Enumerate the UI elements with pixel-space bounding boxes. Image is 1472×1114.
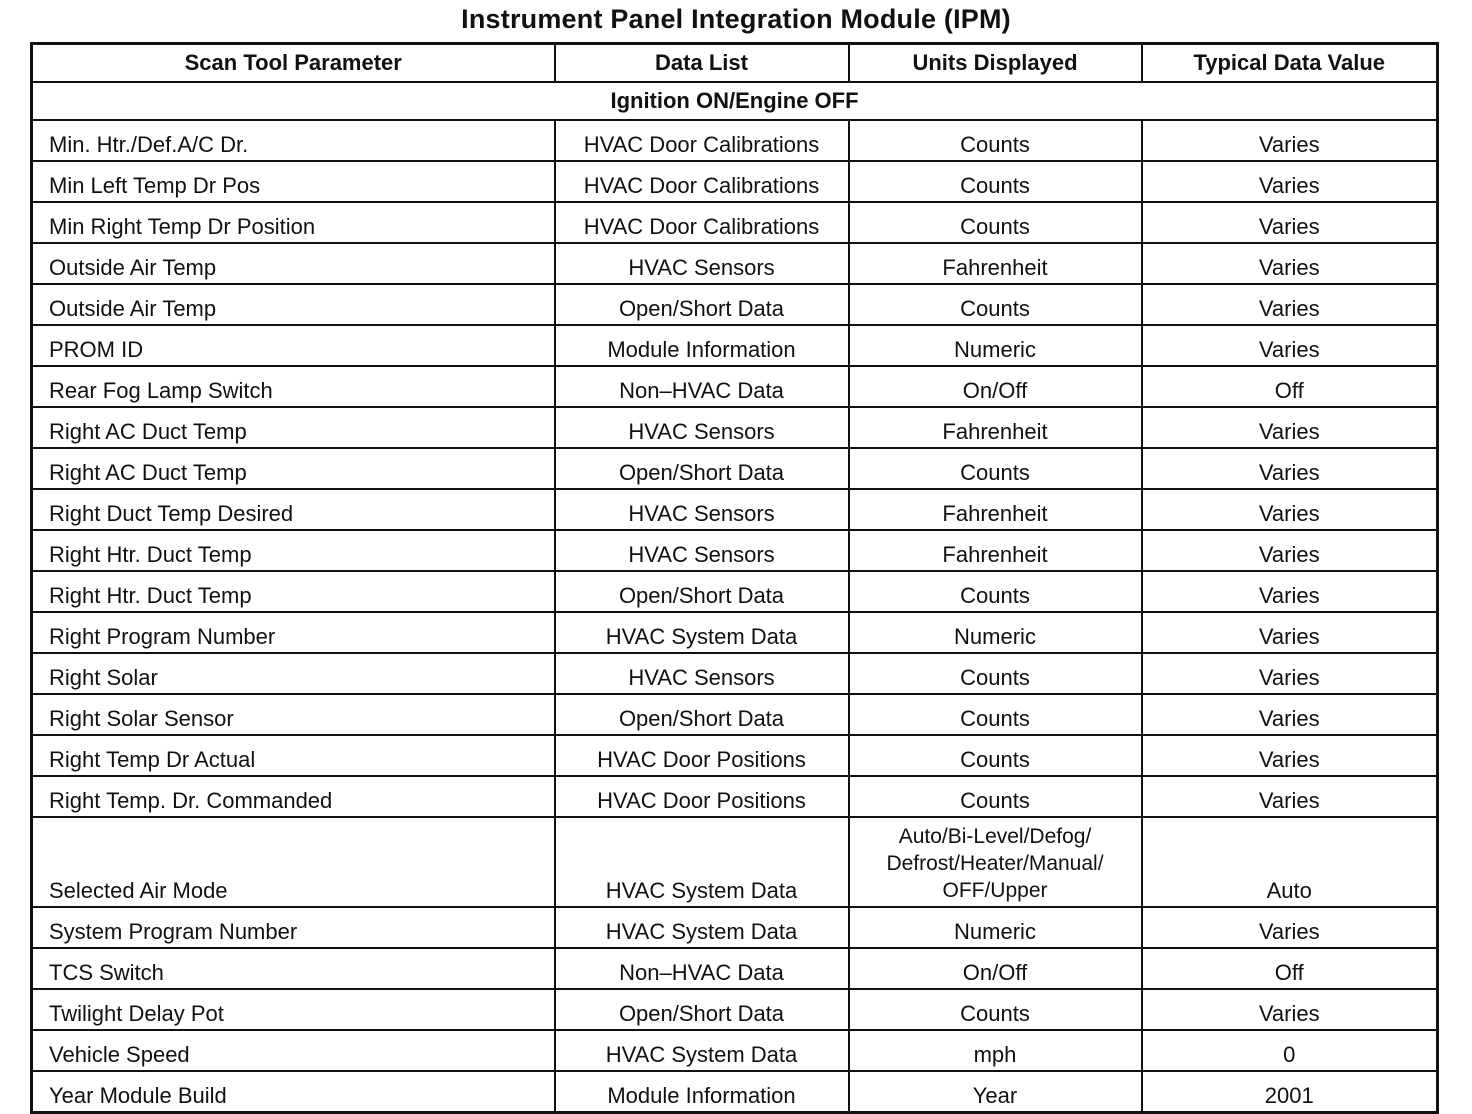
param-cell: Outside Air Temp [32, 243, 555, 284]
data-list-cell: HVAC Door Calibrations [555, 202, 849, 243]
data-list-cell: HVAC Sensors [555, 653, 849, 694]
units-cell: Counts [849, 448, 1142, 489]
units-cell: Counts [849, 120, 1142, 161]
header-units-displayed: Units Displayed [849, 44, 1142, 83]
param-cell: System Program Number [32, 907, 555, 948]
header-row [32, 44, 1438, 83]
typical-value-cell: Varies [1142, 612, 1438, 653]
units-cell: Fahrenheit [849, 243, 1142, 284]
table-row [32, 989, 1438, 1030]
typical-value-cell: Varies [1142, 120, 1438, 161]
data-list-cell: HVAC Door Positions [555, 776, 849, 817]
typical-value-cell: Varies [1142, 448, 1438, 489]
units-cell: Fahrenheit [849, 407, 1142, 448]
header-data-list: Data List [555, 44, 849, 83]
table-row [32, 530, 1438, 571]
units-cell: Counts [849, 284, 1142, 325]
section-row [32, 82, 1438, 120]
typical-value-cell: Off [1142, 366, 1438, 407]
units-cell: Counts [849, 202, 1142, 243]
param-cell: Right Solar [32, 653, 555, 694]
typical-value-cell: Off [1142, 948, 1438, 989]
data-list-cell: HVAC System Data [555, 907, 849, 948]
param-cell: Right Solar Sensor [32, 694, 555, 735]
typical-value-cell: Varies [1142, 694, 1438, 735]
param-cell: Right AC Duct Temp [32, 448, 555, 489]
typical-value-cell: Varies [1142, 489, 1438, 530]
units-cell: Numeric [849, 907, 1142, 948]
table-row [32, 489, 1438, 530]
data-list-cell: HVAC Sensors [555, 407, 849, 448]
table-row [32, 1030, 1438, 1071]
typical-value-cell: 0 [1142, 1030, 1438, 1071]
table-row [32, 817, 1438, 907]
data-list-cell: Open/Short Data [555, 448, 849, 489]
param-cell: Vehicle Speed [32, 1030, 555, 1071]
table-row [32, 694, 1438, 735]
units-cell: Counts [849, 989, 1142, 1030]
data-list-cell: Module Information [555, 1071, 849, 1113]
table-row [32, 407, 1438, 448]
units-cell: On/Off [849, 948, 1142, 989]
param-cell: Min. Htr./Def.A/C Dr. [32, 120, 555, 161]
data-list-cell: Non–HVAC Data [555, 366, 849, 407]
param-cell: PROM ID [32, 325, 555, 366]
data-list-cell: Open/Short Data [555, 989, 849, 1030]
table-row [32, 448, 1438, 489]
units-cell: Counts [849, 571, 1142, 612]
typical-value-cell: Varies [1142, 325, 1438, 366]
typical-value-cell: Varies [1142, 735, 1438, 776]
typical-value-cell: 2001 [1142, 1071, 1438, 1113]
table-row [32, 653, 1438, 694]
table-row [32, 243, 1438, 284]
table-row [32, 735, 1438, 776]
units-cell: Counts [849, 161, 1142, 202]
units-cell: mph [849, 1030, 1142, 1071]
units-cell: Fahrenheit [849, 530, 1142, 571]
table-row [32, 120, 1438, 161]
table-row [32, 161, 1438, 202]
table-row [32, 776, 1438, 817]
page-title: Instrument Panel Integration Module (IPM) [461, 4, 1011, 34]
header-scan-tool-parameter: Scan Tool Parameter [32, 44, 555, 83]
param-cell: Selected Air Mode [32, 817, 555, 907]
param-cell: Right Htr. Duct Temp [32, 530, 555, 571]
data-list-cell: Module Information [555, 325, 849, 366]
typical-value-cell: Varies [1142, 907, 1438, 948]
data-list-cell: Non–HVAC Data [555, 948, 849, 989]
param-cell: Min Right Temp Dr Position [32, 202, 555, 243]
param-cell: Right Temp. Dr. Commanded [32, 776, 555, 817]
param-cell: Year Module Build [32, 1071, 555, 1113]
typical-value-cell: Varies [1142, 530, 1438, 571]
data-table [30, 42, 1439, 1114]
table-row [32, 571, 1438, 612]
table-row [32, 284, 1438, 325]
typical-value-cell: Varies [1142, 284, 1438, 325]
units-cell: Counts [849, 694, 1142, 735]
data-list-cell: HVAC System Data [555, 1030, 849, 1071]
data-list-cell: HVAC Door Positions [555, 735, 849, 776]
data-list-cell: Open/Short Data [555, 284, 849, 325]
units-cell: Counts [849, 735, 1142, 776]
header-typical-data-value: Typical Data Value [1142, 44, 1438, 83]
typical-value-cell: Varies [1142, 571, 1438, 612]
units-cell: On/Off [849, 366, 1142, 407]
typical-value-cell: Varies [1142, 202, 1438, 243]
typical-value-cell: Varies [1142, 407, 1438, 448]
data-list-cell: HVAC Door Calibrations [555, 161, 849, 202]
table-row [32, 366, 1438, 407]
typical-value-cell: Varies [1142, 653, 1438, 694]
param-cell: Right Htr. Duct Temp [32, 571, 555, 612]
units-cell: Fahrenheit [849, 489, 1142, 530]
param-cell: Right Duct Temp Desired [32, 489, 555, 530]
data-list-cell: HVAC Sensors [555, 530, 849, 571]
typical-value-cell: Varies [1142, 989, 1438, 1030]
param-cell: Min Left Temp Dr Pos [32, 161, 555, 202]
data-list-cell: Open/Short Data [555, 694, 849, 735]
typical-value-cell: Varies [1142, 243, 1438, 284]
data-list-cell: Open/Short Data [555, 571, 849, 612]
param-cell: Right Temp Dr Actual [32, 735, 555, 776]
table-row [32, 948, 1438, 989]
param-cell: TCS Switch [32, 948, 555, 989]
units-cell: Numeric [849, 325, 1142, 366]
units-cell: Auto/Bi-Level/Defog/ Defrost/Heater/Manual/ OFF/Upper [849, 817, 1142, 907]
units-cell: Counts [849, 653, 1142, 694]
param-cell: Outside Air Temp [32, 284, 555, 325]
units-cell: Counts [849, 776, 1142, 817]
table-row [32, 612, 1438, 653]
table-row [32, 1071, 1438, 1113]
units-cell: Year [849, 1071, 1142, 1113]
units-cell: Numeric [849, 612, 1142, 653]
param-cell: Twilight Delay Pot [32, 989, 555, 1030]
typical-value-cell: Varies [1142, 161, 1438, 202]
data-list-cell: HVAC Door Calibrations [555, 120, 849, 161]
param-cell: Right Program Number [32, 612, 555, 653]
data-list-cell: HVAC Sensors [555, 243, 849, 284]
data-list-cell: HVAC System Data [555, 817, 849, 907]
table-row [32, 325, 1438, 366]
typical-value-cell: Auto [1142, 817, 1438, 907]
data-list-cell: HVAC System Data [555, 612, 849, 653]
param-cell: Rear Fog Lamp Switch [32, 366, 555, 407]
typical-value-cell: Varies [1142, 776, 1438, 817]
param-cell: Right AC Duct Temp [32, 407, 555, 448]
section-label: Ignition ON/Engine OFF [32, 82, 1438, 120]
table-row [32, 907, 1438, 948]
table-row [32, 202, 1438, 243]
data-list-cell: HVAC Sensors [555, 489, 849, 530]
